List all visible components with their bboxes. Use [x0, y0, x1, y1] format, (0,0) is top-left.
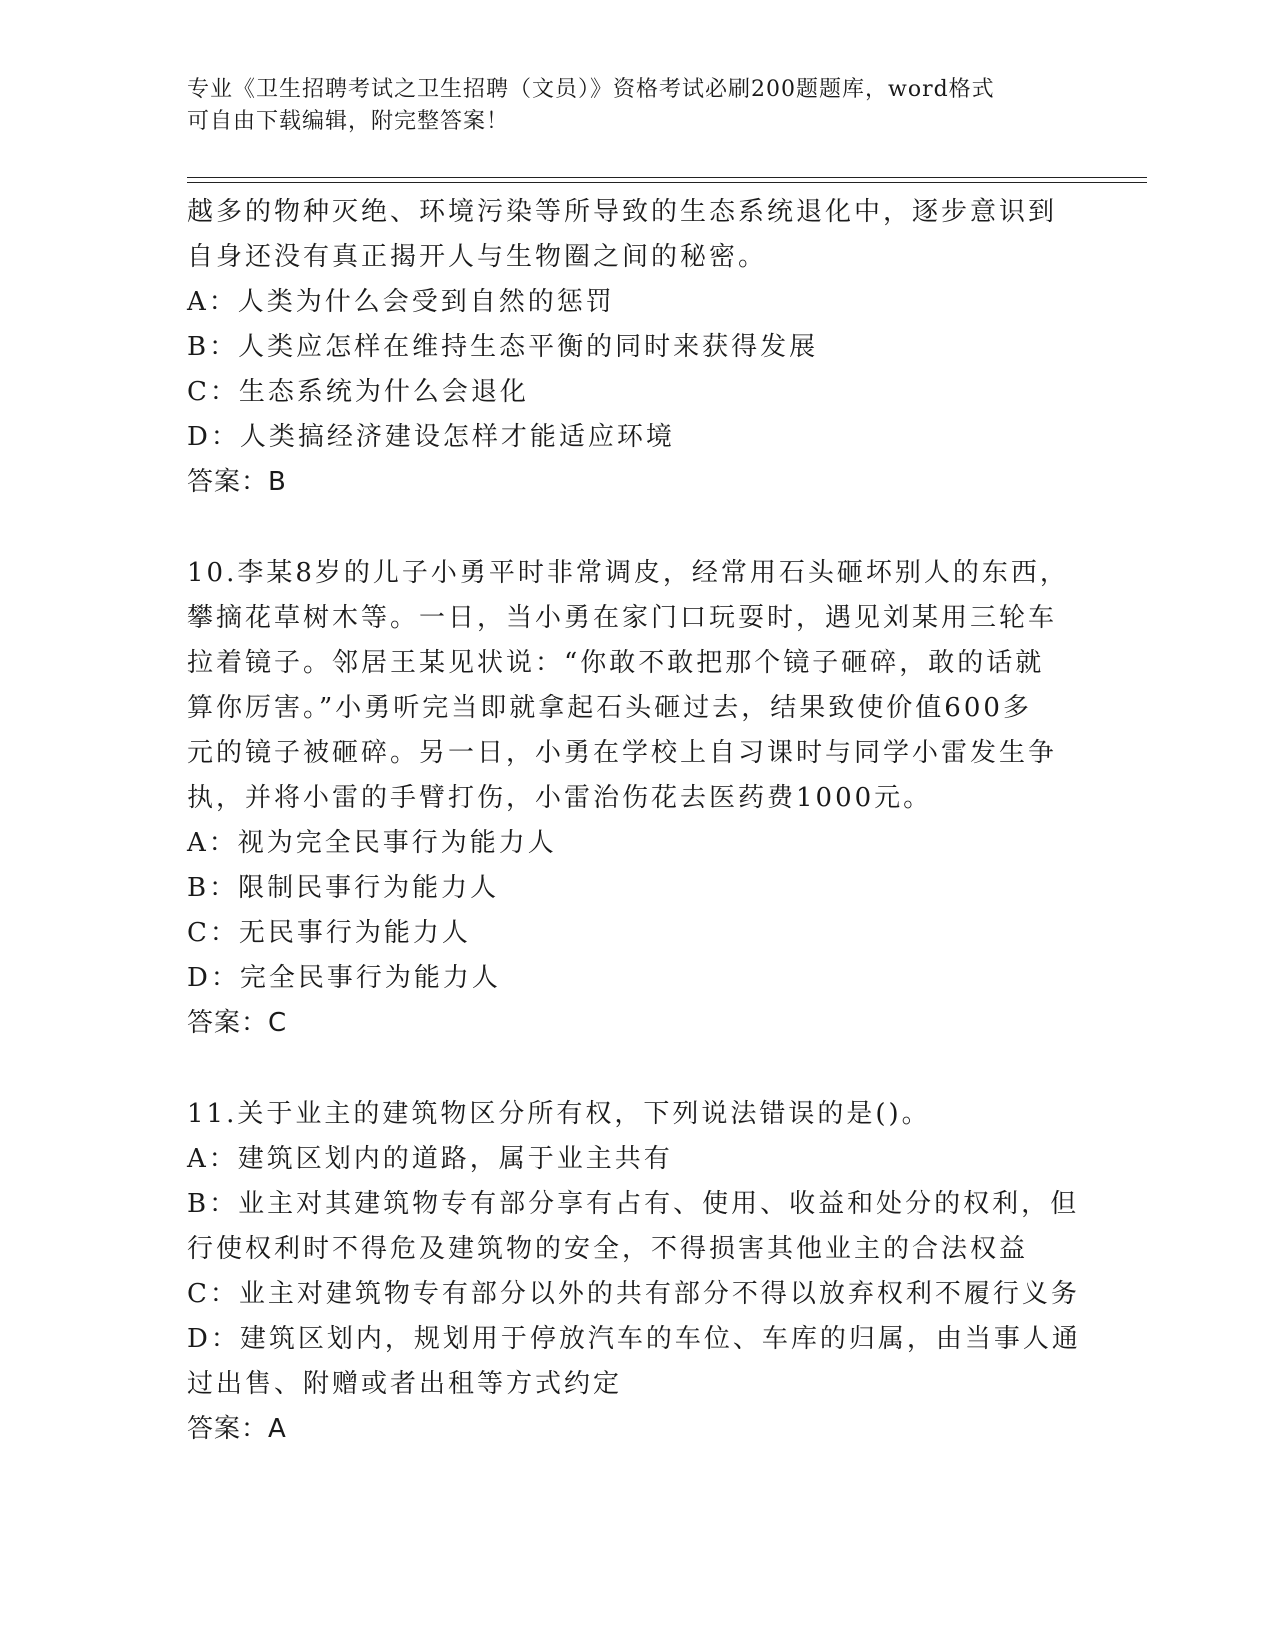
spacer [187, 1046, 1087, 1092]
question-text-line: 算你厉害。”小勇听完当即就拿起石头砸过去，结果致使价值600多 [187, 693, 1032, 723]
question-text-line: 越多的物种灭绝、环境污染等所导致的生态系统退化中，逐步意识到 [187, 197, 1058, 227]
answer-label: 答案：C [187, 1008, 288, 1038]
option-a: A：视为完全民事行为能力人 [187, 828, 557, 858]
option-d: D：人类搞经济建设怎样才能适应环境 [187, 422, 675, 452]
option-b: B：人类应怎样在维持生态平衡的同时来获得发展 [187, 332, 819, 362]
option-b-continued: 行使权利时不得危及建筑物的安全，不得损害其他业主的合法权益 [187, 1234, 1029, 1264]
option-c: C：生态系统为什么会退化 [187, 377, 529, 407]
spacer [187, 505, 1087, 551]
question-text-line: 11.关于业主的建筑物区分所有权，下列说法错误的是()。 [187, 1099, 931, 1129]
question-text-line: 执，并将小雷的手臂打伤，小雷治伤花去医药费1000元。 [187, 783, 933, 813]
option-a: A：建筑区划内的道路，属于业主共有 [187, 1144, 673, 1174]
header-line-2: 可自由下载编辑，附完整答案！ [187, 109, 510, 134]
option-d: D：完全民事行为能力人 [187, 963, 501, 993]
question-11 [187, 1092, 1087, 1452]
question-text-line: 10.李某8岁的儿子小勇平时非常调皮，经常用石头砸坏别人的东西， [187, 558, 1069, 588]
question-10 [187, 551, 1087, 1046]
page-header [187, 74, 1067, 138]
question-9-continuation [187, 190, 1087, 505]
option-b: B：限制民事行为能力人 [187, 873, 500, 903]
question-text-line: 攀摘花草树木等。一日，当小勇在家门口玩耍时，遇见刘某用三轮车 [187, 603, 1058, 633]
header-rule-top [187, 177, 1147, 178]
option-d-continued: 过出售、附赠或者出租等方式约定 [187, 1369, 623, 1399]
question-text-line: 自身还没有真正揭开人与生物圈之间的秘密。 [187, 242, 768, 272]
question-text-line: 拉着镜子。邻居王某见状说：“你敢不敢把那个镜子砸碎，敢的话就 [187, 648, 1045, 678]
option-d: D：建筑区划内，规划用于停放汽车的车位、车库的归属，由当事人通 [187, 1324, 1081, 1354]
option-a: A：人类为什么会受到自然的惩罚 [187, 287, 615, 317]
answer-label: 答案：B [187, 467, 287, 497]
header-rule-bottom [187, 182, 1147, 183]
question-text-line: 元的镜子被砸碎。另一日，小勇在学校上自习课时与同学小雷发生争 [187, 738, 1058, 768]
option-c: C：无民事行为能力人 [187, 918, 471, 948]
document-body [187, 190, 1087, 1452]
option-c: C：业主对建筑物专有部分以外的共有部分不得以放弃权利不履行义务 [187, 1279, 1080, 1309]
answer-label: 答案：A [187, 1414, 287, 1444]
header-line-1: 专业《卫生招聘考试之卫生招聘（文员）》资格考试必刷200题题库，word格式 [187, 77, 995, 102]
option-b: B：业主对其建筑物专有部分享有占有、使用、收益和处分的权利，但 [187, 1189, 1080, 1219]
